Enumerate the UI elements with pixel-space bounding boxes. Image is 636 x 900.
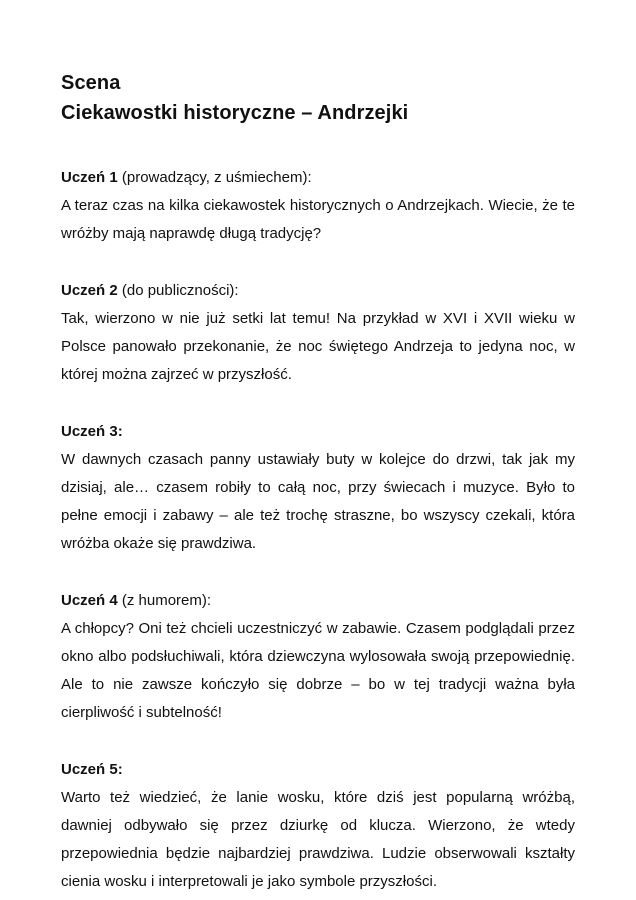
speaker-note: (do publiczności): (117, 282, 239, 299)
speaker-line (61, 756, 575, 784)
speaker-name: Uczeń 3: (61, 423, 123, 440)
speaker-line (61, 587, 575, 615)
speaker-line (61, 418, 575, 446)
page-subtitle: Ciekawostki historyczne – Andrzejki (61, 102, 409, 124)
document-heading (61, 68, 575, 128)
page-title: Scena (61, 72, 121, 94)
speaker-name: Uczeń 4 (61, 592, 118, 609)
speaker-name: Uczeń 2 (61, 282, 118, 299)
speech-text: Warto też wiedzieć, że lanie wosku, które dziś jest popularną wróżbą, dawniej odbywało się przez dziurkę od klucza. Wierzono, że wtedy przepowiednia będzie najbardziej prawdziwa. Ludzie obserwowali kształty cienia wosku i interpretowali je jako symbole przyszłości. (61, 789, 575, 890)
speech-block (61, 418, 575, 558)
speech-text: A chłopcy? Oni też chcieli uczestniczyć w zabawie. Czasem podglądali przez okno albo podsłuchiwali, która dziewczyna wylosowała swoją przepowiednię. Ale to nie zawsze kończyło się dobrze – bo w tej tradycji ważna była cierpliwość i subtelność! (61, 620, 575, 721)
speaker-line (61, 277, 575, 305)
speech-block (61, 587, 575, 727)
speaker-note: (prowadzący, z uśmiechem): (117, 169, 312, 186)
speaker-line (61, 164, 575, 192)
speech-block (61, 756, 575, 896)
speech-block (61, 164, 575, 248)
speaker-name: Uczeń 1 (61, 169, 118, 186)
speaker-note: (z humorem): (117, 592, 212, 609)
speech-block (61, 277, 575, 389)
speech-text: Tak, wierzono w nie już setki lat temu! Na przykład w XVI i XVII wieku w Polsce panowało przekonanie, że noc świętego Andrzeja to jedyna noc, w której można zajrzeć w przyszłość. (61, 310, 575, 383)
speech-text: A teraz czas na kilka ciekawostek historycznych o Andrzejkach. Wiecie, że te wróżby mają naprawdę długą tradycję? (61, 197, 575, 242)
speech-text: W dawnych czasach panny ustawiały buty w kolejce do drzwi, tak jak my dzisiaj, ale… czasem robiły to całą noc, przy świecach i muzyce. Było to pełne emocji i zabawy – ale też trochę straszne, bo wszyscy czekali, która wróżba okaże się prawdziwa. (61, 451, 575, 552)
speaker-name: Uczeń 5: (61, 761, 123, 778)
